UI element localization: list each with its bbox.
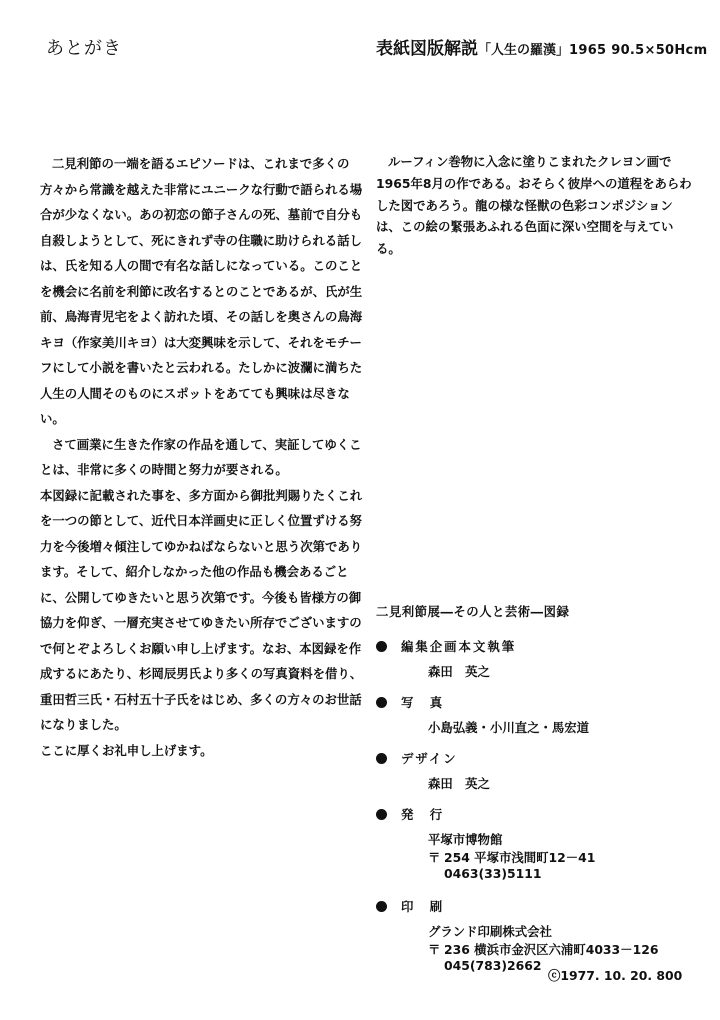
credit-value: 小島弘義・小川直之・馬宏道 bbox=[428, 720, 590, 735]
phone-text: 0463(33)5111 bbox=[444, 866, 542, 881]
colophon bbox=[376, 602, 696, 988]
afterword-paragraph: 本図録に記載された事を、多方面から御批判賜りたくこれを一つの節として、近代日本洋画史に正しく位置ずける努力を今後増々傾注してゆかねばならないと思う次第であります。そして、紹介しなかった他の作品も機会あるごとに、公開してゆきたいと思う次第です。今後も皆様方の御協力を仰ぎ、一層充実させてゆきたい所存でございますので何とぞよろしくお願い申し上げます。なお、本図録を作成するにあたり、杉岡辰男氏より多くの写真資料を借り、重田哲三氏・石村五十子氏をはじめ、多くの方々のお世話になりました。 bbox=[40, 487, 363, 732]
postal-mark-icon: 〒 bbox=[428, 942, 441, 957]
credit-label: 編集企画本文執筆 bbox=[401, 639, 517, 654]
cover-plate-title: 表紙図版解説 bbox=[376, 39, 478, 59]
credit-editing bbox=[376, 636, 696, 656]
afterword-paragraph: 二見利節の一端を語るエピソードは、これまで多くの方々から常識を越えた非常にユニークな行動で語られる場合が少なくない。あの初恋の節子さんの死、墓前で自分も自殺しようとして、死にきれず寺の住職に助けられる話しは、氏を知る人の間で有名な話しになっている。このことを機会に名前を利節に改名するとのことであるが、氏が生前、鳥海青児宅をよく訪れた頃、その話しを奥さんの鳥海キヨ（作家美川キヨ）は大変興味を示して、それをモチーフにして小説を書いたと云われる。たしかに波瀾に満ちた人生の人間そのものにスポットをあてても興味は尽きない。 bbox=[40, 156, 363, 426]
credit-value: 森田 英之 bbox=[428, 664, 490, 679]
artwork-title: 「人生の羅漢」 bbox=[478, 43, 570, 58]
credit-value: グランド印刷株式会社 bbox=[428, 924, 552, 939]
artwork-dimensions: 1965 90.5×50Hcm bbox=[569, 43, 708, 58]
printer-address bbox=[428, 940, 696, 958]
credit-photo bbox=[376, 692, 696, 712]
phone-text: 045(783)2662 bbox=[444, 958, 542, 973]
bullet-icon bbox=[376, 697, 387, 708]
afterword-heading: あとがき bbox=[46, 38, 122, 59]
credit-printer bbox=[376, 896, 696, 916]
bullet-icon bbox=[376, 809, 387, 820]
credit-design bbox=[376, 748, 696, 768]
cover-plate-heading bbox=[376, 34, 707, 59]
credit-label: 発 行 bbox=[401, 807, 445, 822]
publisher-address bbox=[428, 848, 696, 866]
afterword-paragraph: さて画業に生きた作家の作品を通して、実証してゆくことは、非常に多くの時間と努力が要される。 bbox=[40, 436, 362, 477]
credit-label: 印 刷 bbox=[401, 899, 445, 914]
address-text: 254 平塚市浅間町12－41 bbox=[444, 850, 596, 865]
credit-value: 森田 英之 bbox=[428, 776, 490, 791]
bullet-icon bbox=[376, 901, 387, 912]
address-text: 236 横浜市金沢区六浦町4033－126 bbox=[444, 942, 659, 957]
cover-description bbox=[376, 151, 694, 260]
credit-label: デザイン bbox=[401, 751, 458, 766]
credit-publisher bbox=[376, 804, 696, 824]
afterword-body bbox=[40, 151, 364, 763]
afterword-paragraph: ここに厚くお礼申し上げます。 bbox=[40, 742, 213, 758]
postal-mark-icon: 〒 bbox=[428, 850, 441, 865]
credit-label: 写 真 bbox=[401, 695, 445, 710]
colophon-title: 二見利節展―その人と芸術―図録 bbox=[376, 604, 570, 619]
copyright-line: ⓒ1977. 10. 20. 800 bbox=[548, 968, 683, 983]
bullet-icon bbox=[376, 641, 387, 652]
publisher-phone bbox=[428, 866, 696, 886]
cover-description-text: ルーフィン巻物に入念に塗りこまれたクレヨン画で1965年8月の作である。おそらく彼岸への道程をあらわした図であろう。龍の様な怪獣の色彩コンポジションは、この絵の緊張あふれる色面に深い空間を与えている。 bbox=[376, 154, 692, 257]
credit-value: 平塚市博物館 bbox=[428, 832, 503, 847]
bullet-icon bbox=[376, 753, 387, 764]
